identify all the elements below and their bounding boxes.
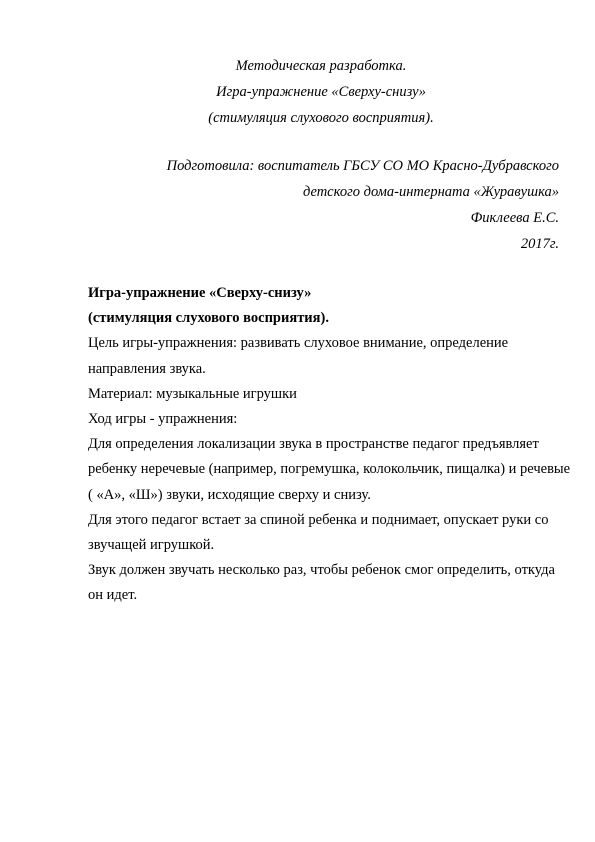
goal-line-2: направления звука. (88, 360, 206, 377)
body-title-1: Игра-упражнение «Сверху-снизу» (88, 285, 312, 301)
paragraph-3-line-2: он идет. (88, 587, 138, 604)
paragraph-1-line-1: Для определения локализации звука в пространстве педагог предъявляет (88, 436, 539, 453)
header-line-1: Методическая разработка. (235, 58, 407, 74)
goal-line-1: Цель игры-упражнения: развивать слуховое внимание, определение (88, 335, 509, 352)
author-block (99, 153, 559, 257)
author-line-3: Фиклеева Е.С. (470, 210, 559, 226)
paragraph-2-line-2: звучащей игрушкой. (88, 537, 215, 554)
author-line-2: детского дома-интерната «Журавушка» (302, 184, 559, 200)
material-line: Материал: музыкальные игрушки (88, 385, 297, 402)
body-title-2: (стимуляция слухового восприятия). (88, 310, 329, 327)
author-line-4: 2017г. (520, 236, 559, 252)
paragraph-1-line-3: ( «А», «Ш») звуки, исходящие сверху и снизу. (88, 486, 371, 503)
header-line-2: Игра-упражнение «Сверху-снизу» (216, 84, 426, 100)
paragraph-1-line-2: ребенку неречевые (например, погремушка, колокольчик, пищалка) и речевые (88, 461, 571, 478)
document-header (0, 53, 595, 131)
course-line: Ход игры - упражнения: (88, 411, 238, 428)
paragraph-3-line-1: Звук должен звучать несколько раз, чтобы ребенок смог определить, откуда (88, 562, 555, 579)
header-line-3: (стимуляция слухового восприятия). (208, 110, 434, 126)
author-line-1: Подготовила: воспитатель ГБСУ СО МО Красно-Дубравского (166, 158, 559, 174)
paragraph-2-line-1: Для этого педагог встает за спиной ребенка и поднимает, опускает руки со (88, 511, 549, 528)
document-body (88, 281, 571, 609)
